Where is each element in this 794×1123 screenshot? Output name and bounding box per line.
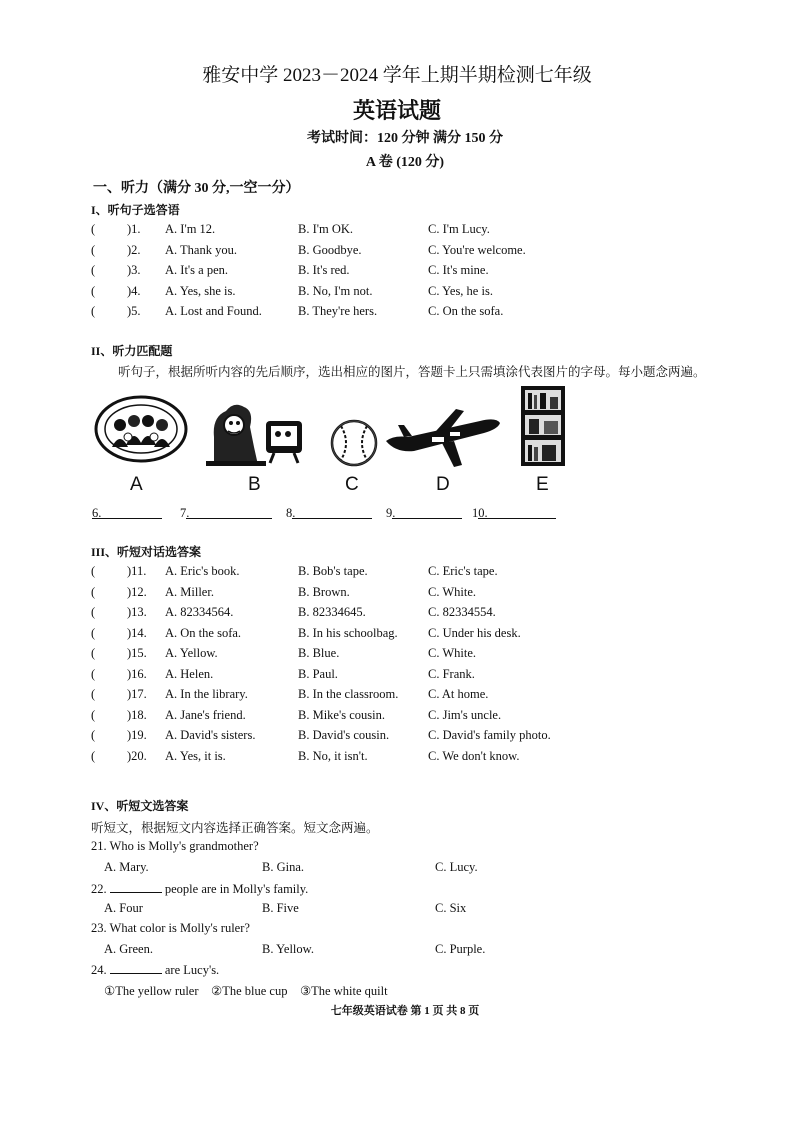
picture-label-b: B xyxy=(248,474,261,495)
question-23-stem: 23. What color is Molly's ruler? xyxy=(91,921,250,935)
answer-paren[interactable]: ( xyxy=(91,646,96,660)
option-a[interactable]: A. Yellow. xyxy=(165,646,218,660)
answer-blank[interactable] xyxy=(186,506,272,519)
picture-label-c: C xyxy=(345,474,359,495)
option-c[interactable]: C. You're welcome. xyxy=(428,242,526,257)
option-b[interactable]: B. I'm OK. xyxy=(298,222,354,236)
option-a[interactable]: A. David's sisters. xyxy=(165,728,256,742)
answer-blank[interactable] xyxy=(478,506,556,519)
option-a[interactable]: A. I'm 12. xyxy=(165,222,216,236)
section4-heading: IV、听短文选答案 xyxy=(91,799,189,813)
option-b[interactable]: B. Blue. xyxy=(298,646,340,660)
question-number: )20. xyxy=(127,748,147,763)
answer-paren[interactable]: ( xyxy=(91,728,96,742)
option-c[interactable]: C. Jim's uncle. xyxy=(428,707,502,722)
section2-heading: II、听力匹配题 xyxy=(91,344,173,358)
option-b[interactable]: B. No, I'm not. xyxy=(298,283,373,298)
blank-label: 8. xyxy=(286,506,296,520)
answer-paren[interactable]: ( xyxy=(91,625,96,640)
paper-a-label: A 卷 (120 分) xyxy=(365,155,445,170)
option-a[interactable]: A. Jane's friend. xyxy=(165,707,246,722)
question-number: )11. xyxy=(127,564,147,578)
answer-paren[interactable]: ( xyxy=(91,584,96,599)
page-footer: 七年级英语试卷 第 1 页 共 8 页 xyxy=(330,1005,480,1017)
question-21-stem: 21. Who is Molly's grandmother? xyxy=(91,839,259,853)
option-b[interactable]: B. In the classroom. xyxy=(298,687,399,701)
option-b[interactable]: B. Paul. xyxy=(298,666,338,681)
section3-heading: III、听短对话选答案 xyxy=(91,545,202,559)
answer-blank[interactable] xyxy=(110,962,162,974)
question-22-option-b[interactable]: B. Five xyxy=(262,901,299,915)
exam-subject: 英语试题 xyxy=(352,99,441,124)
picture-label-e: E xyxy=(536,474,549,495)
question-21-option-c[interactable]: C. Lucy. xyxy=(435,860,478,874)
picture-label-a: A xyxy=(130,474,143,495)
option-c[interactable]: C. White. xyxy=(428,584,477,599)
question-number: )2. xyxy=(127,242,141,257)
option-b[interactable]: B. Brown. xyxy=(298,584,350,599)
option-b[interactable]: B. It's red. xyxy=(298,263,350,277)
option-a[interactable]: A. Eric's book. xyxy=(165,564,240,578)
question-22-stem xyxy=(91,881,308,897)
question-24-options[interactable]: ①The yellow ruler ②The blue cup ③The white quilt xyxy=(104,984,388,998)
airplane-icon xyxy=(384,407,502,471)
option-a[interactable]: A. In the library. xyxy=(165,687,248,701)
option-c[interactable]: C. David's family photo. xyxy=(428,728,551,742)
section4-instruction: 听短文，根据短文内容选择正确答案。短文念两遍。 xyxy=(91,821,379,835)
picture-row xyxy=(92,385,582,495)
option-c[interactable]: C. We don't know. xyxy=(428,748,520,763)
option-c[interactable]: C. Frank. xyxy=(428,666,475,681)
question-22-option-c[interactable]: C. Six xyxy=(435,901,467,915)
question-number: 24. xyxy=(91,963,107,977)
option-a[interactable]: A. It's a pen. xyxy=(165,263,229,277)
answer-paren[interactable]: ( xyxy=(91,666,96,681)
question-22-option-a[interactable]: A. Four xyxy=(104,901,143,915)
option-b[interactable]: B. They're hers. xyxy=(298,304,378,318)
option-a[interactable]: A. On the sofa. xyxy=(165,625,242,640)
question-number: )16. xyxy=(127,666,147,681)
question-number: )1. xyxy=(127,222,141,236)
section1-heading: I、听句子选答语 xyxy=(91,203,180,217)
option-a[interactable]: A. 82334564. xyxy=(165,605,234,619)
blank-label: 10. xyxy=(472,506,488,520)
family-photo-icon xyxy=(94,395,188,463)
option-a[interactable]: A. Lost and Found. xyxy=(165,304,262,318)
question-23-option-a[interactable]: A. Green. xyxy=(104,942,153,956)
question-number: )5. xyxy=(127,304,141,318)
option-c[interactable]: C. White. xyxy=(428,646,477,660)
option-c[interactable]: C. On the sofa. xyxy=(428,304,504,318)
bookcase-icon xyxy=(520,385,566,467)
option-c[interactable]: C. Under his desk. xyxy=(428,625,521,640)
baseball-icon xyxy=(329,418,379,468)
option-c[interactable]: C. Yes, he is. xyxy=(428,283,493,298)
question-23-option-c[interactable]: C. Purple. xyxy=(435,942,486,956)
option-c[interactable]: C. At home. xyxy=(428,687,489,701)
option-a[interactable]: A. Helen. xyxy=(165,666,214,681)
part-one-heading: 一、听力（满分 30 分,一空一分） xyxy=(93,181,300,196)
question-number: )13. xyxy=(127,605,147,619)
question-21-option-b[interactable]: B. Gina. xyxy=(262,860,305,874)
option-b[interactable]: B. Goodbye. xyxy=(298,242,362,257)
option-b[interactable]: B. Mike's cousin. xyxy=(298,707,385,722)
answer-paren[interactable]: ( xyxy=(91,304,96,318)
picture-label-d: D xyxy=(436,474,450,495)
question-text: people are in Molly's family. xyxy=(164,882,309,896)
option-a[interactable]: A. Miller. xyxy=(165,584,214,599)
answer-paren[interactable]: ( xyxy=(91,564,96,578)
question-number: )19. xyxy=(127,728,147,742)
option-c[interactable]: C. Eric's tape. xyxy=(428,564,498,578)
question-text: are Lucy's. xyxy=(164,963,220,977)
answer-paren[interactable]: ( xyxy=(91,707,96,722)
option-b[interactable]: B. 82334645. xyxy=(298,605,366,619)
option-a[interactable]: A. Yes, it is. xyxy=(165,748,226,763)
question-23-option-b[interactable]: B. Yellow. xyxy=(262,942,314,956)
option-b[interactable]: B. Bob's tape. xyxy=(298,564,368,578)
answer-paren[interactable]: ( xyxy=(91,283,96,298)
answer-blank[interactable] xyxy=(292,506,372,519)
answer-paren[interactable]: ( xyxy=(91,263,96,277)
option-b[interactable]: B. David's cousin. xyxy=(298,728,390,742)
question-21-option-a[interactable]: A. Mary. xyxy=(104,860,149,874)
answer-blank[interactable] xyxy=(110,881,162,893)
exam-info: 考试时间：120 分钟 满分 150 分 xyxy=(307,131,503,146)
answer-paren[interactable]: ( xyxy=(91,687,96,701)
option-c[interactable]: C. 82334554. xyxy=(428,605,496,619)
exam-title: 雅安中学 2023－2024 学年上期半期检测七年级 xyxy=(202,65,592,86)
matching-answer-blanks xyxy=(92,506,592,522)
section2-instruction: 听句子，根据所听内容的先后顺序，选出相应的图片，答题卡上只需填涂代表图片的字母。每小题念两遍。 xyxy=(118,365,706,379)
question-number: )15. xyxy=(127,646,147,660)
answer-paren[interactable]: ( xyxy=(91,748,96,763)
answer-paren[interactable]: ( xyxy=(91,222,96,236)
question-number: )4. xyxy=(127,283,141,298)
question-24-stem xyxy=(91,962,219,978)
blank-label: 9. xyxy=(386,506,396,520)
question-number: )18. xyxy=(127,707,147,722)
question-number: )17. xyxy=(127,687,147,701)
answer-blank[interactable] xyxy=(92,506,162,519)
question-number: 22. xyxy=(91,882,107,896)
option-b[interactable]: B. In his schoolbag. xyxy=(298,625,398,640)
blank-label: 6. xyxy=(92,506,102,520)
blank-label: 7. xyxy=(180,506,190,520)
answer-paren[interactable]: ( xyxy=(91,605,96,619)
question-number: )14. xyxy=(127,625,147,640)
question-number: )12. xyxy=(127,584,147,599)
option-a[interactable]: A. Yes, she is. xyxy=(165,283,236,298)
cartoon-tv-icon xyxy=(204,397,306,467)
answer-paren[interactable]: ( xyxy=(91,242,96,257)
answer-blank[interactable] xyxy=(392,506,462,519)
question-number: )3. xyxy=(127,263,141,277)
option-c[interactable]: C. I'm Lucy. xyxy=(428,222,490,236)
option-c[interactable]: C. It's mine. xyxy=(428,263,489,277)
option-b[interactable]: B. No, it isn't. xyxy=(298,748,368,763)
option-a[interactable]: A. Thank you. xyxy=(165,242,237,257)
